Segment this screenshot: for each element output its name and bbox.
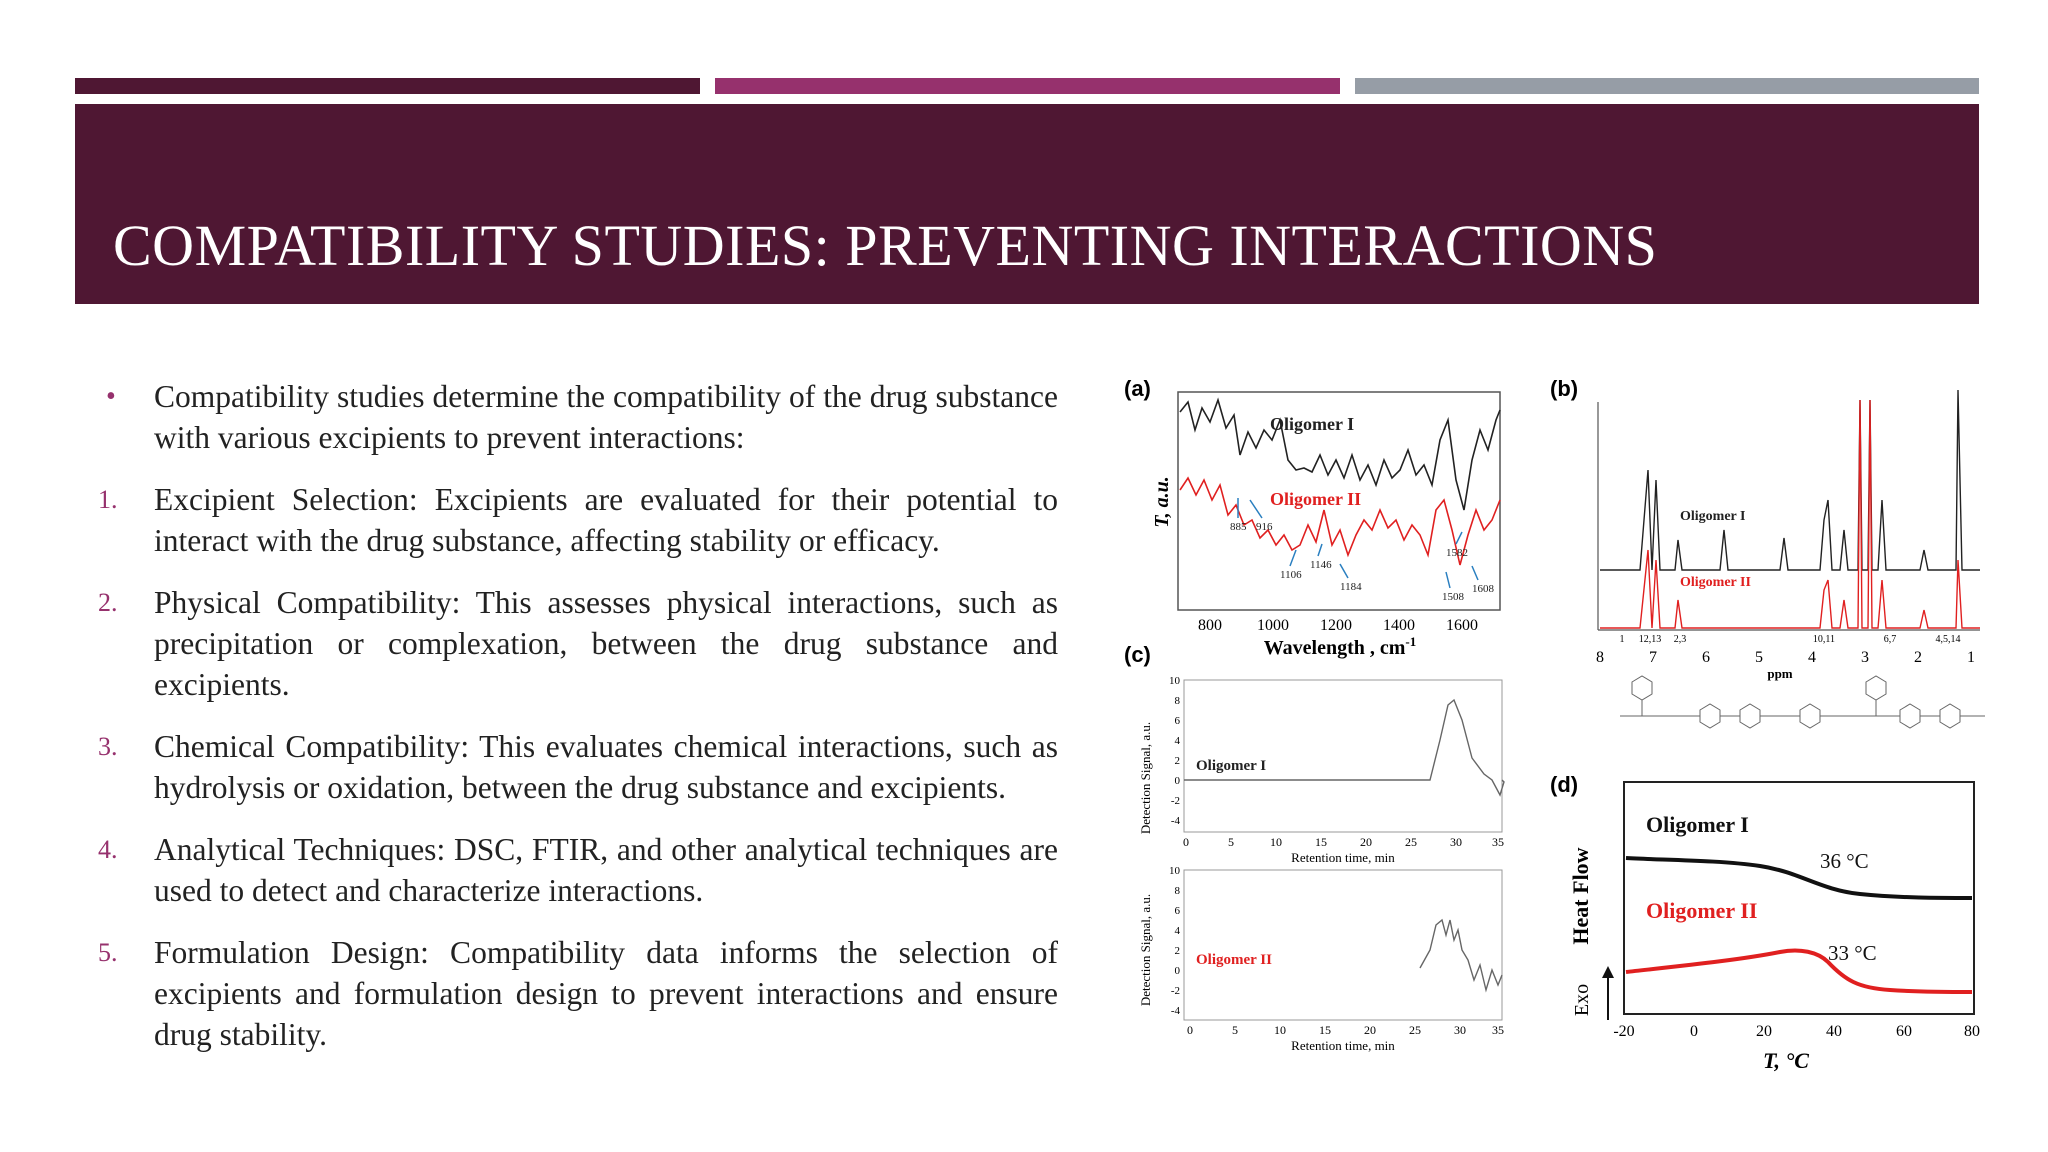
list-item-text: Chemical Compatibility: This evaluates chemical interactions, such as hydrolysis or oxidation, between the drug substance and excipients. [154, 729, 1058, 805]
list-item [98, 582, 1058, 705]
panel-d-xticks [1613, 1023, 1980, 1040]
panel-c-xtick: 15 [1315, 835, 1327, 849]
intro-text: Compatibility studies determine the compatibility of the drug substance with various excipients to prevent interactions: [154, 379, 1058, 455]
panel-c-xtick: 30 [1454, 1023, 1466, 1037]
panel-d-xtick: 20 [1756, 1023, 1772, 1040]
panel-c-ytick: -4 [1170, 1005, 1180, 1017]
panel-d-legend-oligomer-2: Oligomer II [1646, 898, 1758, 923]
list-item-text: Analytical Techniques: DSC, FTIR, and other analytical techniques are used to detect and characterize interactions. [154, 832, 1058, 908]
panel-c-ytick: 0 [1174, 775, 1180, 787]
panel-c-xtick: 5 [1232, 1023, 1238, 1037]
panel-c-ytick: 6 [1174, 905, 1180, 917]
panel-c-bottom-xlabel: Retention time, min [1291, 1038, 1395, 1053]
panel-a-legend-oligomer-2: Oligomer II [1270, 489, 1362, 509]
panel-c-xtick: 5 [1228, 835, 1234, 849]
peak-label: 1106 [1280, 569, 1302, 581]
panel-c-xtick: 30 [1450, 835, 1462, 849]
panel-d-dsc [1550, 772, 1980, 1073]
panel-c-xtick: 20 [1360, 835, 1372, 849]
list-number: 1. [98, 485, 118, 514]
panel-c-top-ylabel: Detection Signal, a.u. [1138, 721, 1153, 835]
panel-a-xtick: 1600 [1446, 617, 1478, 634]
panel-a-label: (a) [1124, 376, 1151, 401]
panel-c-ytick: 0 [1174, 965, 1180, 977]
intro-bullet [98, 376, 1058, 458]
panel-c-xtick: 0 [1183, 835, 1189, 849]
panel-b-xlabel: ppm [1767, 666, 1793, 681]
panel-b-xtick: 7 [1649, 649, 1657, 666]
peak-label: 1582 [1446, 547, 1468, 559]
panel-d-series1-line [1626, 858, 1972, 898]
panel-a-ftir [1124, 376, 1500, 659]
peak-label: 2,3 [1673, 634, 1687, 645]
list-item [98, 726, 1058, 808]
panel-c-xtick: 20 [1364, 1023, 1376, 1037]
panel-c-top-frame [1184, 680, 1502, 832]
peak-label: 1508 [1442, 591, 1464, 603]
title-band [75, 104, 1979, 304]
peak-label: 1146 [1310, 559, 1332, 571]
panel-a-peak-arrows [1238, 498, 1478, 588]
panel-c-ytick: 2 [1174, 755, 1180, 767]
panel-c-xtick: 35 [1492, 1023, 1504, 1037]
accent-bar-dark [75, 78, 700, 94]
panel-a-xtick: 1200 [1320, 617, 1352, 634]
panel-d-temp-1: 36 °C [1820, 849, 1869, 873]
panel-c-ytick: 8 [1174, 885, 1180, 897]
panel-b-xtick: 5 [1755, 649, 1763, 666]
list-number: 5. [98, 938, 118, 967]
panel-c-top-xlabel: Retention time, min [1291, 850, 1395, 865]
bullet-icon: • [106, 381, 116, 412]
panel-d-xtick: 60 [1896, 1023, 1912, 1040]
panel-c-legend-oligomer-2: Oligomer II [1196, 952, 1272, 968]
panel-d-xtick: 0 [1690, 1023, 1698, 1040]
panel-c-ytick: 10 [1169, 865, 1180, 877]
panel-b-xtick: 2 [1914, 649, 1922, 666]
panel-c-ytick: -2 [1170, 985, 1180, 997]
panel-c-xtick: 0 [1187, 1023, 1193, 1037]
panel-a-xtick: 1000 [1257, 617, 1289, 634]
panel-c-ytick: 2 [1174, 945, 1180, 957]
panel-b-peak-labels [1620, 634, 1961, 645]
panel-c-xtick: 10 [1274, 1023, 1286, 1037]
panel-c-gpc [1124, 642, 1504, 1053]
panel-d-ylabel: Heat Flow [1568, 847, 1593, 945]
panel-c-series2-line [1420, 920, 1502, 990]
panel-c-top-xticks [1183, 835, 1504, 849]
panel-a-legend-oligomer-1: Oligomer I [1270, 414, 1355, 434]
list-item-text: Excipient Selection: Excipients are evaluated for their potential to interact with the drug substance, affecting stability or efficacy. [154, 482, 1058, 558]
list-item-text: Physical Compatibility: This assesses physical interactions, such as precipitation or complexation, between the drug substance and excipients. [154, 585, 1058, 702]
peak-label: 1 [1619, 634, 1625, 645]
list-item-text: Formulation Design: Compatibility data informs the selection of excipients and formulation design to prevent interactions and ensure drug stability. [154, 935, 1058, 1052]
panel-a-ylabel: T, a.u. [1151, 476, 1173, 528]
panel-b-series1-line [1600, 390, 1980, 570]
peak-label: 885 [1230, 521, 1247, 533]
panel-c-bottom-xticks [1187, 1023, 1504, 1037]
panel-a-xtick: 1400 [1383, 617, 1415, 634]
panel-c-ytick: 4 [1174, 925, 1180, 937]
figure-svg [1100, 360, 2000, 1100]
peak-label: 12,13 [1638, 634, 1662, 645]
peak-label: 916 [1256, 521, 1273, 533]
panel-b-legend-oligomer-2: Oligomer II [1680, 575, 1751, 590]
panel-c-xtick: 35 [1492, 835, 1504, 849]
panel-b-label: (b) [1550, 376, 1579, 401]
panel-d-xtick: 80 [1964, 1023, 1980, 1040]
panel-d-label: (d) [1550, 772, 1579, 797]
panel-b-xtick: 6 [1702, 649, 1710, 666]
panel-d-xtick: 40 [1826, 1023, 1842, 1040]
accent-bar-gray [1355, 78, 1979, 94]
panel-c-ytick: 4 [1174, 735, 1180, 747]
panel-b-xtick: 8 [1596, 649, 1604, 666]
panel-c-series1-line [1184, 700, 1504, 795]
peak-label: 4,5,14 [1935, 634, 1961, 645]
panel-c-label: (c) [1124, 642, 1151, 667]
panel-c-xtick: 25 [1409, 1023, 1421, 1037]
panel-c-ytick: 6 [1174, 715, 1180, 727]
panel-c-bottom-ylabel: Detection Signal, a.u. [1138, 893, 1153, 1007]
peak-label: 10,11 [1812, 634, 1836, 645]
list-item [98, 479, 1058, 561]
panel-c-top-yticks [1169, 675, 1181, 827]
panel-d-xlabel: T, °C [1763, 1048, 1809, 1073]
list-item [98, 829, 1058, 911]
panel-a-xlabel: Wavelength , $cm^{-1}$ [1263, 634, 1417, 659]
panel-a-xtick: 800 [1198, 617, 1222, 634]
peak-label: 1184 [1340, 581, 1362, 593]
panel-d-legend-oligomer-1: Oligomer I [1646, 812, 1749, 837]
panel-b-xtick: 3 [1861, 649, 1869, 666]
panel-c-ytick: -4 [1170, 815, 1180, 827]
slide-title: COMPATIBILITY STUDIES: PREVENTING INTERACTIONS [113, 213, 1658, 278]
panel-c-ytick: 8 [1174, 695, 1180, 707]
panel-b-xticks [1596, 649, 1975, 666]
peak-label: 6,7 [1883, 634, 1897, 645]
panel-c-xtick: 15 [1319, 1023, 1331, 1037]
panel-b-xtick: 1 [1967, 649, 1975, 666]
molecule-structure-icon [1620, 676, 1985, 728]
panel-d-exo-label: Exo [1571, 983, 1593, 1017]
panel-a-xticks [1198, 617, 1478, 634]
list-number: 2. [98, 588, 118, 617]
panel-c-ytick: 10 [1169, 675, 1180, 687]
panel-c-bottom-yticks [1169, 865, 1181, 1017]
panel-c-bottom-frame [1184, 870, 1502, 1020]
panel-c-xtick: 25 [1405, 835, 1417, 849]
list-number: 3. [98, 732, 118, 761]
list-item [98, 932, 1058, 1055]
panel-c-xtick: 10 [1270, 835, 1282, 849]
panel-b-xtick: 4 [1808, 649, 1816, 666]
panel-b-nmr [1550, 376, 1985, 728]
list-number: 4. [98, 835, 118, 864]
panel-d-xtick: -20 [1613, 1023, 1635, 1040]
panel-c-legend-oligomer-1: Oligomer I [1196, 758, 1267, 774]
peak-label: 1608 [1472, 583, 1494, 595]
panel-c-ytick: -2 [1170, 795, 1180, 807]
figure-composite [1100, 360, 2000, 1100]
accent-bar-magenta [715, 78, 1340, 94]
panel-d-temp-2: 33 °C [1828, 941, 1877, 965]
exo-arrow-icon [1602, 966, 1614, 978]
panel-d-series2-line [1626, 950, 1972, 992]
panel-b-legend-oligomer-1: Oligomer I [1680, 509, 1746, 524]
content-list [98, 376, 1058, 1076]
